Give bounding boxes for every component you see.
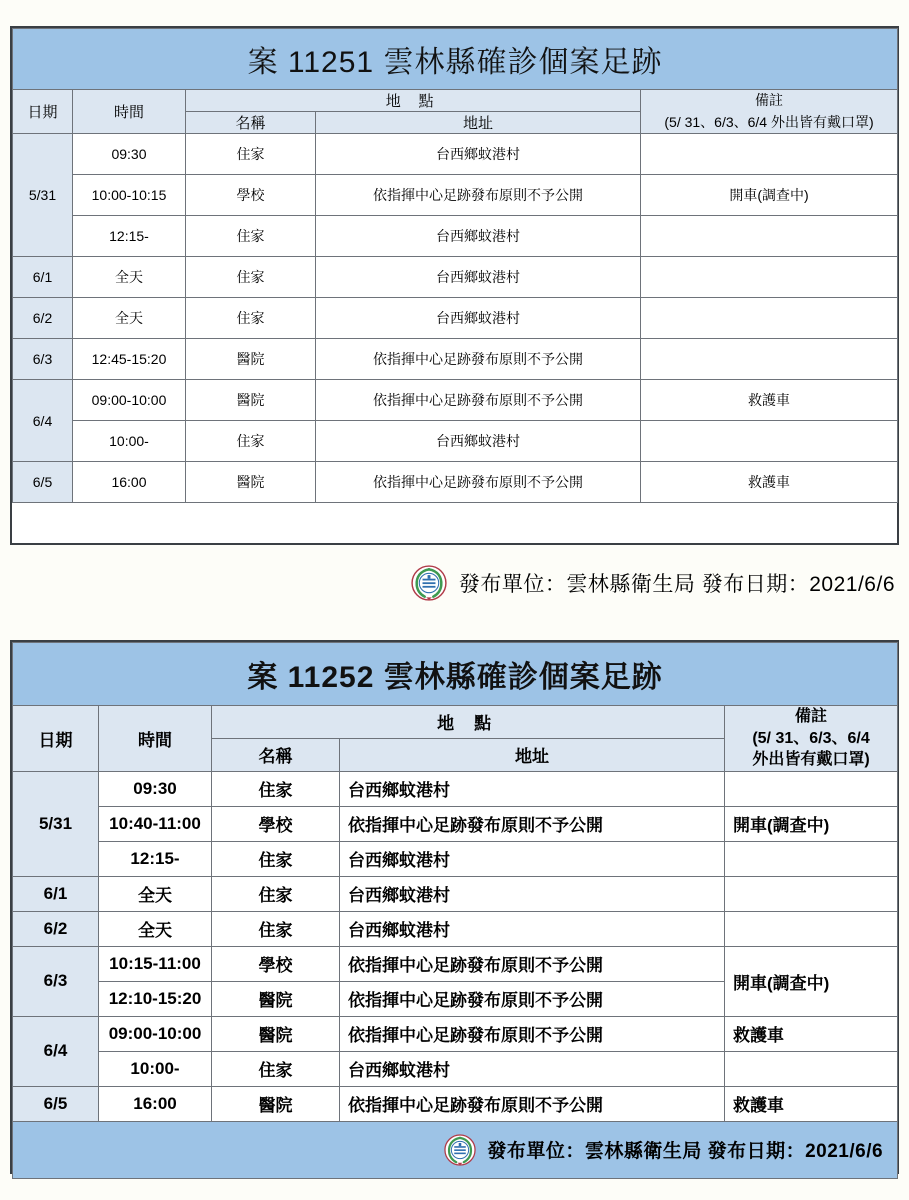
table-row [13,134,898,175]
table1-title: 案 11251 雲林縣確診個案足跡 [13,29,898,90]
table2-cell-address: 台西鄉蚊港村 [340,1051,725,1086]
table1-cell-time: 全天 [73,257,186,298]
table2-cell-time: 16:00 [99,1086,212,1121]
table1-cell-time: 12:45-15:20 [73,339,186,380]
table2-cell-time: 10:00- [99,1051,212,1086]
table2-cell-date: 6/5 [13,1086,99,1121]
yunlin-health-bureau-seal-icon [411,565,447,601]
table1-footer-text: 發布單位：雲林縣衛生局 發布日期：2021/6/6 [458,573,895,596]
table2-cell-name: 學校 [212,806,340,841]
table2-cell-name: 醫院 [212,981,340,1016]
table1-header-date: 日期 [13,90,73,134]
table1-cell-name: 住家 [186,257,316,298]
table2-cell-date: 6/3 [13,946,99,1016]
table2-cell-address: 台西鄉蚊港村 [340,911,725,946]
table-row [13,257,898,298]
table2-header-remark [725,706,898,772]
table1-cell-time: 09:30 [73,134,186,175]
table2-header-address: 地址 [340,738,725,771]
table2-cell-address: 台西鄉蚊港村 [340,771,725,806]
table2-cell-date: 5/31 [13,771,99,876]
table1-header-time: 時間 [73,90,186,134]
table-row [13,1051,898,1086]
table2-title: 案 11252 雲林縣確診個案足跡 [13,643,898,706]
table2-cell-date: 6/2 [13,911,99,946]
table1-cell-date: 6/5 [13,462,73,503]
table1-cell-remark [641,339,898,380]
table2-header-name: 名稱 [212,738,340,771]
table1-cell-address: 依指揮中心足跡發布原則不予公開 [316,380,641,421]
table2-cell-name: 住家 [212,1051,340,1086]
table2-cell-address: 依指揮中心足跡發布原則不予公開 [340,806,725,841]
table1-cell-time: 10:00- [73,421,186,462]
table2-cell-name: 學校 [212,946,340,981]
table1-cell-address: 依指揮中心足跡發布原則不予公開 [316,175,641,216]
table2-cell-name: 住家 [212,841,340,876]
table2-cell-remark: 救護車 [725,1086,898,1121]
table2-cell-remark [725,876,898,911]
table1-cell-address: 依指揮中心足跡發布原則不予公開 [316,462,641,503]
table-row [13,175,898,216]
table1-remark-note: (5/ 31、6/3、6/4 外出皆有戴口罩) [664,113,874,130]
table2-cell-address: 依指揮中心足跡發布原則不予公開 [340,1086,725,1121]
table1-title-row [13,29,898,90]
table1-cell-date: 6/2 [13,298,73,339]
table2-cell-remark: 開車(調查中) [725,806,898,841]
case-11251-footprint-table [10,26,899,545]
table1-publisher-footer [10,565,899,601]
table2-cell-date: 6/1 [13,876,99,911]
table1-cell-date: 5/31 [13,134,73,257]
table2-cell-name: 住家 [212,911,340,946]
table-row [13,421,898,462]
table-row [13,946,898,981]
table1-cell-remark: 救護車 [641,380,898,421]
table1-header-name: 名稱 [186,112,316,134]
table2-cell-remark [725,911,898,946]
table1-cell-remark: 救護車 [641,462,898,503]
table1-cell-remark: 開車(調查中) [641,175,898,216]
table-row [13,380,898,421]
table1-cell-time: 12:15- [73,216,186,257]
table-row [13,216,898,257]
table1-cell-address: 台西鄉蚊港村 [316,421,641,462]
table1-cell-remark [641,216,898,257]
table2-cell-time: 10:40-11:00 [99,806,212,841]
table2-cell-time: 10:15-11:00 [99,946,212,981]
table1-cell-name: 醫院 [186,339,316,380]
table1-cell-time: 10:00-10:15 [73,175,186,216]
table-row [13,1086,898,1121]
table1-cell-time: 全天 [73,298,186,339]
table2-cell-name: 醫院 [212,1016,340,1051]
table1-cell-name: 住家 [186,421,316,462]
table2-header-date: 日期 [13,706,99,772]
table1-cell-date: 6/4 [13,380,73,462]
table1-cell-name: 住家 [186,134,316,175]
case-11252-footprint-table [10,640,899,1174]
table2-footer-text: 發布單位：雲林縣衛生局 發布日期：2021/6/6 [487,1141,884,1163]
table2-cell-time: 09:30 [99,771,212,806]
table2-cell-remark [725,841,898,876]
table2-cell-time: 09:00-10:00 [99,1016,212,1051]
table1 [12,28,898,503]
table2-cell-time: 全天 [99,911,212,946]
table1-header-location: 地 點 [186,90,641,112]
table2-cell-time: 全天 [99,876,212,911]
table1-header-remark [641,90,898,134]
table2-cell-name: 住家 [212,771,340,806]
table-row [13,298,898,339]
table-row [13,911,898,946]
table-row [13,339,898,380]
table2 [12,642,898,1179]
table2-header-location: 地 點 [212,706,725,739]
table1-header-address: 地址 [316,112,641,134]
table1-cell-name: 住家 [186,216,316,257]
table1-cell-date: 6/3 [13,339,73,380]
table1-cell-address: 台西鄉蚊港村 [316,134,641,175]
table1-cell-time: 09:00-10:00 [73,380,186,421]
table-row [13,806,898,841]
table-row [13,876,898,911]
table2-publisher-footer-row [13,1121,898,1178]
table2-cell-time: 12:10-15:20 [99,981,212,1016]
table1-cell-address: 台西鄉蚊港村 [316,257,641,298]
table2-cell-name: 住家 [212,876,340,911]
table1-cell-remark [641,257,898,298]
table2-header-time: 時間 [99,706,212,772]
yunlin-health-bureau-seal-icon [444,1134,476,1166]
table2-cell-time: 12:15- [99,841,212,876]
table2-header-row-1 [13,706,898,739]
table1-cell-remark [641,134,898,175]
table1-cell-remark [641,421,898,462]
table1-cell-remark [641,298,898,339]
table1-remark-title: 備註 [755,92,784,108]
table1-cell-address: 依指揮中心足跡發布原則不予公開 [316,339,641,380]
table1-cell-name: 住家 [186,298,316,339]
table2-remark-title: 備註 [795,708,828,725]
table2-cell-address: 依指揮中心足跡發布原則不予公開 [340,946,725,981]
table2-cell-remark: 救護車 [725,1016,898,1051]
table2-remark-note-line1: (5/ 31、6/3、6/4 [752,729,870,747]
table1-cell-address: 台西鄉蚊港村 [316,298,641,339]
table1-cell-name: 醫院 [186,380,316,421]
table1-cell-address: 台西鄉蚊港村 [316,216,641,257]
table2-cell-date: 6/4 [13,1016,99,1086]
table2-cell-remark [725,1051,898,1086]
table2-cell-remark [725,771,898,806]
table-row [13,1016,898,1051]
table-row [13,771,898,806]
table1-cell-name: 醫院 [186,462,316,503]
table1-cell-name: 學校 [186,175,316,216]
table2-publisher-footer [13,1121,898,1178]
table-row [13,841,898,876]
table2-cell-address: 台西鄉蚊港村 [340,841,725,876]
table1-header-row-1 [13,90,898,112]
table1-cell-date: 6/1 [13,257,73,298]
table2-cell-address: 依指揮中心足跡發布原則不予公開 [340,981,725,1016]
table-row [13,462,898,503]
table1-cell-time: 16:00 [73,462,186,503]
table2-cell-name: 醫院 [212,1086,340,1121]
table2-remark-note-line2: 外出皆有戴口罩) [752,751,870,769]
table2-title-row [13,643,898,706]
table2-cell-address: 台西鄉蚊港村 [340,876,725,911]
table2-cell-remark: 開車(調查中) [725,946,898,1016]
table2-cell-address: 依指揮中心足跡發布原則不予公開 [340,1016,725,1051]
